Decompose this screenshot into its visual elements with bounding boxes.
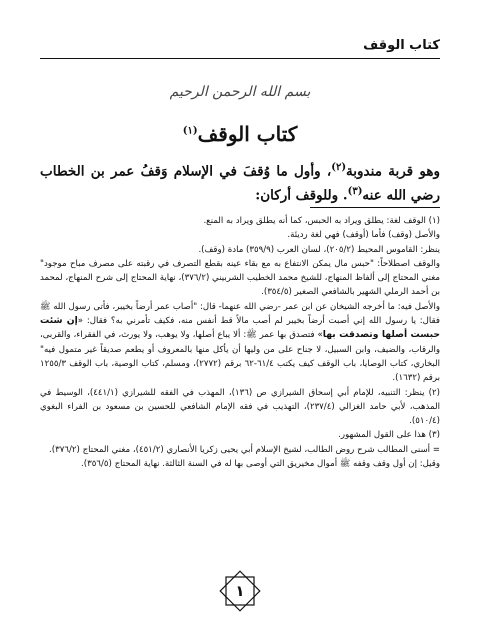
- footnote-ref-3: (٣): [347, 185, 363, 197]
- header-rule: [40, 58, 440, 59]
- footnote-2: (٢) ينظر: التنبيه، للإمام أبي إسحاق الشيرازي ص (١٣٦)، المهذب في الفقه للشيرازي (٤٤١/١)، الوسيط في المذهب، لأبي حامد الغزالي (٢٣٧/٤)، التهذيب في فقه الإمام الشافعي للحسين بن مسعود بن الفراء البغوي (٥١٠/٤).: [40, 387, 440, 427]
- intro-paragraph: [40, 158, 440, 205]
- footnotes: [40, 214, 440, 569]
- footnote-3-head: (٣) هذا على القول المشهور.: [338, 430, 440, 441]
- running-head: كتاب الوقف: [363, 38, 440, 53]
- footnote-1-origin: والأصل (وقف) فأما (أوقف) فهي لغة رديئة.: [287, 230, 440, 241]
- intro-text-1: وهو قربة مندوبة: [346, 163, 440, 180]
- intro-text-2: ، وأول ما وُقفَ في الإسلام وَقفُ عمر بن الخطاب رضي الله عنه: [40, 163, 440, 203]
- footnote-1-term: والوقف اصطلاحاً: "حبس مال يمكن الانتفاع به مع بقاء عينه بقطع التصرف في رقبته على مصرف مباح موجود" مغني المحتاج إلى ألفاظ المنهاج، للشيخ محمد الخطيب الشربيني (٣٧٦/٢)، نهاية المحتاج إلى شرح المنهاج، لمحمد بن أحمد الرملي الشهير بالشافعي الصغير (٣٥٤/٥).: [40, 258, 440, 298]
- footnote-1-hadith-quote: إن شئت حبست أصلها وتصدقت بها: [40, 315, 440, 341]
- footnote-3-note: وقيل: إن أول وقف وقفه ﷺ أموال مخيريق التي أوصى بها له في السنة الثالثة. نهاية المحتاج (٣٥٦/٥).: [81, 459, 440, 470]
- footnote-1-refs: ينظر: القاموس المحيط (٢٠٥/٢)، لسان العرب (٣٥٩/٩) مادة (وقف).: [198, 244, 440, 255]
- chapter-title-text: كتاب الوقف: [197, 122, 298, 146]
- basmala-calligraphy: بسم الله الرحمن الرحيم: [169, 84, 311, 100]
- footnote-1-definition: (١) الوقف لغة: يطلق ويراد به الحبس، كما أنه يطلق ويراد به المنع.: [203, 216, 440, 226]
- footnote-1-hadith-text: والأصل فيه: ما أخرجه الشيخان عن ابن عمر -رضي الله عنهما- قال: "أصاب عمر أرضاً بخيبر، فأتى رسول الله ﷺ فقال: يا رسول الله إني أصبت أرضاً بخيبر لم أصب مالاً قط أنفس منه، فكيف تأمرني به؟ فقال: «: [40, 301, 440, 327]
- chapter-title: [0, 122, 480, 146]
- footnote-ref-1: (١): [182, 125, 198, 137]
- footnote-ref-2: (٢): [331, 162, 347, 173]
- page-number: ١: [235, 582, 245, 600]
- page-number-ornament: [217, 568, 263, 614]
- footnote-1-hadith-cont: » فتصدق بها عمر ﷺ: ألا يباع أصلها، ولا يوهب، ولا يورث، في الفقراء، والقربى، والرقاب، والضيف، وابن السبيل، لا جناح على من وليها أن يأكل منها بالمعروف أو يطعم صديقاً غير متمول فيه" البخاري، كتاب الوصايا، باب الوقف كيف يكتب ٦١/٤-٦٢ برقم (٢٧٧٢)، ومسلم، كتاب الوصية، باب الوقف ١٢٥٥/٣ برقم (١٦٣٢).: [40, 330, 440, 384]
- footnote-separator: [310, 207, 440, 208]
- footnote-3-refs: = أسنى المطالب شرح روض الطالب، لشيخ الإسلام أبي يحيى زكريا الأنصاري (٤٥١/٢)، مغني المحتاج (٣٧٦/٢).: [49, 444, 440, 455]
- intro-text-3: . وللوقف أركان:: [255, 187, 348, 203]
- footnote-1-hadith: [40, 300, 440, 386]
